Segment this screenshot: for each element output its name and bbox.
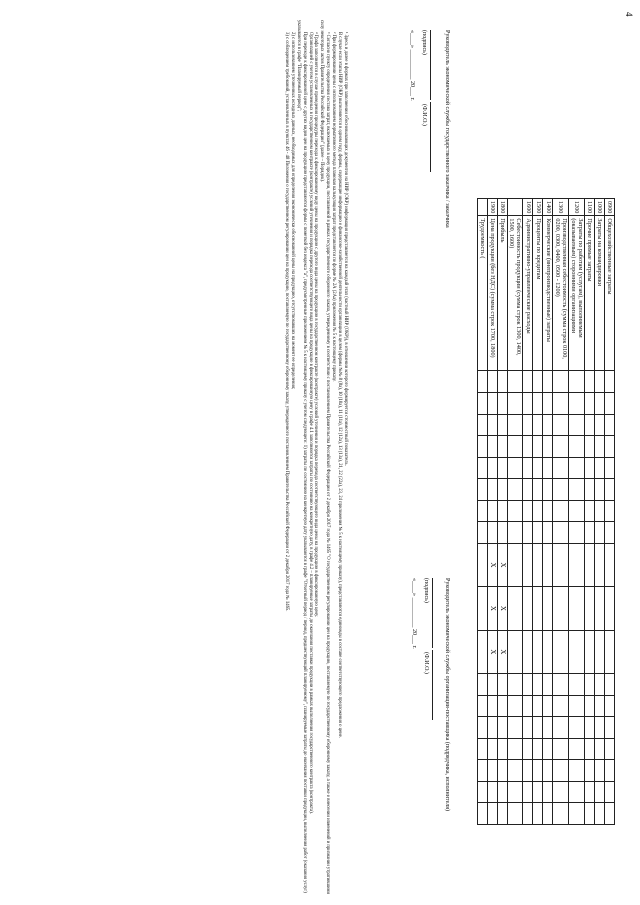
table-cell	[585, 803, 595, 825]
table-cell	[487, 479, 497, 501]
table-cell	[553, 674, 569, 696]
table-cell	[569, 436, 585, 458]
table-cell	[553, 392, 569, 414]
table-cell	[507, 760, 523, 782]
table-cell	[523, 738, 533, 760]
row-name: Цена продукции (без НДС) (сумма строк 1700, 1800)	[487, 216, 497, 371]
table-cell	[605, 587, 615, 630]
table-cell	[477, 392, 487, 414]
table-cell	[585, 543, 595, 586]
table-cell	[477, 738, 487, 760]
table-cell	[569, 781, 585, 803]
table-cell	[569, 738, 585, 760]
table-cell	[595, 392, 605, 414]
table-cell	[487, 717, 497, 739]
table-cell	[477, 479, 487, 501]
table-cell	[477, 371, 487, 393]
table-cell	[497, 371, 507, 393]
table-cell	[595, 479, 605, 501]
table-cell	[569, 760, 585, 782]
supplier-signature-block	[410, 578, 450, 848]
table-cell	[477, 436, 487, 458]
table-cell	[523, 760, 533, 782]
table-cell	[595, 630, 605, 673]
table-cell	[553, 543, 569, 586]
table-cell	[507, 587, 523, 630]
table-cell	[487, 392, 497, 414]
table-cell	[569, 479, 585, 501]
row-name: Затраты по работам (услугам), выполняемым (оказываемым) сторонними организациями	[569, 216, 585, 371]
table-cell	[595, 522, 605, 544]
table-cell	[533, 457, 543, 479]
table-cell: X	[487, 630, 497, 673]
table-cell	[523, 803, 533, 825]
table-cell	[523, 414, 533, 436]
table-cell	[543, 371, 553, 393]
table-cell	[585, 781, 595, 803]
table-cell: X	[497, 587, 507, 630]
table-cell	[569, 695, 585, 717]
table-cell	[585, 630, 595, 673]
table-cell	[507, 392, 523, 414]
table-cell	[523, 543, 533, 586]
table-cell	[487, 803, 497, 825]
table-cell	[477, 760, 487, 782]
table-cell	[605, 717, 615, 739]
table-cell	[477, 587, 487, 630]
table-cell	[497, 457, 507, 479]
table-cell	[497, 738, 507, 760]
table-cell	[533, 695, 543, 717]
table-cell: X	[497, 630, 507, 673]
footnote: 2) с использованием уточненных исходных данных, необходимых для определения экономически обоснованной цены на продукцию, отсутствовавших на момент ее определения;	[289, 32, 295, 390]
table-cell	[553, 522, 569, 544]
footnote: ³ Согласно пункту определения состава затрат, включаемых в цену продукции, поставляемой в рамках государственного оборонного заказа, утвержденному в соответствии с постановлением Правительства Российской Федерации от 2 декабря 2017 года № 1465 "О государственном регулировании цен на продукцию, поставляемую по государственному оборонному заказу, а также о внесении изменений и признании утратившими силу некоторых актов Правительства Российской Федерации" (далее – Порядок).	[319, 20, 331, 895]
footnote: При переходе к фиксированной цене с других видов цен на продукцию представляются формы с пометкой без индекса "а", предусмотренные приложением № 5 к настоящему приказу с учетом следующего: 1) затраты по состоянию на конкретную дату указываются в графе "Отчетный период / период, предшествующий планируемому", планируемые затраты до окончания поставки продукции, выполнения работ (оказания услуг) указываются в графе "Планируемый период";	[295, 20, 307, 893]
customer-date-line: «____» __________ 20___ г.	[409, 30, 416, 101]
table-row	[507, 199, 523, 825]
table-cell	[507, 371, 523, 393]
table-cell	[487, 781, 497, 803]
table-cell	[533, 738, 543, 760]
table-cell	[553, 414, 569, 436]
table-cell	[533, 803, 543, 825]
row-code: 1300	[553, 199, 569, 216]
table-cell	[533, 543, 543, 586]
table-cell	[533, 630, 543, 673]
table-cell	[585, 457, 595, 479]
supplier-date-line: «____» __________ 20___ г.	[411, 578, 418, 649]
table-row	[605, 199, 615, 825]
table-cell	[487, 738, 497, 760]
table-cell	[533, 717, 543, 739]
table-cell	[487, 457, 497, 479]
table-row	[595, 199, 605, 825]
table-cell	[605, 803, 615, 825]
table-cell	[543, 760, 553, 782]
table-cell	[507, 522, 523, 544]
row-name: Коммерческие (внепроизводственные) затраты	[543, 216, 553, 371]
table-cell	[523, 479, 533, 501]
table-cell	[543, 717, 553, 739]
table-cell	[585, 392, 595, 414]
footnotes	[283, 20, 348, 898]
table-cell	[585, 500, 595, 522]
table-cell	[507, 479, 523, 501]
table-cell	[605, 781, 615, 803]
table-cell	[595, 695, 605, 717]
table-cell	[523, 371, 533, 393]
table-cell: X	[487, 543, 497, 586]
table-cell	[507, 674, 523, 696]
table-row	[497, 199, 507, 825]
table-cell	[553, 436, 569, 458]
table-cell	[533, 781, 543, 803]
table-cell	[487, 674, 497, 696]
table-cell	[605, 630, 615, 673]
table-cell	[507, 717, 523, 739]
table-cell	[523, 630, 533, 673]
table-cell	[543, 630, 553, 673]
table-cell	[523, 436, 533, 458]
table-cell	[605, 457, 615, 479]
table-cell	[523, 674, 533, 696]
table-cell	[595, 587, 605, 630]
table-cell	[605, 479, 615, 501]
row-name: Производственная себестоимость (сумма строк 0100, 0200, 0300, 0400, 0500 - 1200)	[553, 216, 569, 371]
table-cell	[595, 781, 605, 803]
table-cell	[497, 760, 507, 782]
table-cell	[497, 803, 507, 825]
table-cell	[585, 414, 595, 436]
table-cell	[487, 760, 497, 782]
table-cell	[497, 392, 507, 414]
row-name: Затраты на командировки	[595, 216, 605, 371]
table-cell	[497, 781, 507, 803]
table-cell	[477, 803, 487, 825]
table-cell	[569, 371, 585, 393]
table-cell	[477, 522, 487, 544]
table-cell	[497, 717, 507, 739]
table-cell	[553, 371, 569, 393]
row-name: Прочие прямые затраты	[585, 216, 595, 371]
table-cell	[595, 760, 605, 782]
table-cell: X	[487, 587, 497, 630]
table-cell	[595, 457, 605, 479]
table-cell	[569, 457, 585, 479]
row-code: 1600	[523, 199, 533, 216]
table-cell	[477, 674, 487, 696]
footnote: Организацией с учетом установленных в государственном контракте (контракте) условий уточнения и порядка перехода соответствующего вида цены на продукцию в фиксированную цену в графе 4.1 заполняются затраты по состоянию на конкретную дату, в графе 4.2 – планируемые затраты до окончания поставки продукции в рамках выполнения государственного контракта (контракта).	[307, 32, 313, 814]
table-cell	[507, 738, 523, 760]
table-cell	[553, 695, 569, 717]
table-cell	[605, 738, 615, 760]
row-name: Общехозяйственные затраты	[605, 216, 615, 371]
table-cell	[553, 630, 569, 673]
footnote: ¹ Здесь и далее в формах при заполнении обосновывающих документов на НИР (ОКР) информация представляется на каждый этап (частный НИР (ОКР)), в отношении которого формируется стоимостный показатель.	[343, 32, 348, 466]
table-cell	[553, 738, 569, 760]
table-cell	[533, 587, 543, 630]
supplier-name-label: (Ф.И.О.)	[423, 652, 429, 674]
table-cell	[477, 414, 487, 436]
table-row	[569, 199, 585, 825]
table-cell	[523, 392, 533, 414]
table-cell	[533, 371, 543, 393]
table-cell	[605, 414, 615, 436]
table-row	[523, 199, 533, 825]
table-cell	[569, 587, 585, 630]
table-cell	[569, 717, 585, 739]
table-cell	[543, 738, 553, 760]
table-cell	[533, 436, 543, 458]
row-code: 0900	[605, 199, 615, 216]
table-cell	[523, 457, 533, 479]
table-cell: X	[497, 543, 507, 586]
table-cell	[533, 674, 543, 696]
table-cell	[477, 543, 487, 586]
table-cell	[523, 587, 533, 630]
table-row	[477, 199, 487, 825]
table-cell	[477, 781, 487, 803]
table-cell	[487, 500, 497, 522]
row-code: 1900	[487, 199, 497, 216]
table-cell	[497, 522, 507, 544]
table-cell	[523, 781, 533, 803]
table-cell	[543, 803, 553, 825]
row-code	[507, 199, 523, 216]
table-cell	[523, 717, 533, 739]
table-cell	[543, 587, 553, 630]
table-cell	[543, 392, 553, 414]
table-cell	[533, 479, 543, 501]
table-cell	[605, 674, 615, 696]
table-cell	[543, 522, 553, 544]
table-cell	[553, 479, 569, 501]
table-cell	[543, 543, 553, 586]
customer-signature-title: Руководитель экономической службы государственного заказчика / заказчика	[444, 30, 450, 228]
table-cell	[543, 479, 553, 501]
row-code: 1400	[543, 199, 553, 216]
table-cell	[497, 479, 507, 501]
table-cell	[585, 587, 595, 630]
table-cell	[585, 674, 595, 696]
table-cell	[543, 500, 553, 522]
table-cell	[477, 457, 487, 479]
row-code: 1500	[533, 199, 543, 216]
table-cell	[605, 522, 615, 544]
table-cell	[553, 760, 569, 782]
table-cell	[523, 500, 533, 522]
table-cell	[477, 630, 487, 673]
table-cell	[595, 674, 605, 696]
table-cell	[553, 500, 569, 522]
table-cell	[595, 717, 605, 739]
table-cell	[595, 803, 605, 825]
table-cell	[605, 695, 615, 717]
table-cell	[487, 414, 497, 436]
table-cell	[507, 436, 523, 458]
customer-name-label: (Ф.И.О.)	[421, 104, 427, 126]
table-cell	[595, 738, 605, 760]
table-cell	[569, 392, 585, 414]
table-cell	[523, 522, 533, 544]
table-cell	[533, 522, 543, 544]
table-cell	[477, 500, 487, 522]
table-row	[487, 199, 497, 825]
row-name: Себестоимость продукции (сумма строк 1300, 1400, 1500, 1600)	[507, 216, 523, 371]
table-cell	[543, 414, 553, 436]
table-cell	[595, 543, 605, 586]
table-cell	[595, 436, 605, 458]
row-code: 1000	[595, 199, 605, 216]
footnote: ² При формировании цены с использованием нормативного метода плановая калькуляция затрат представляется по форме № 2А (2Аа) приложения № 5 к настоящему приказу.	[331, 32, 337, 382]
table-cell	[507, 630, 523, 673]
table-cell	[585, 522, 595, 544]
table-cell	[497, 436, 507, 458]
table-cell	[543, 781, 553, 803]
table-cell	[507, 695, 523, 717]
table-cell	[533, 500, 543, 522]
table-cell	[569, 630, 585, 673]
table-cell	[605, 392, 615, 414]
table-cell	[585, 479, 595, 501]
table-cell	[497, 674, 507, 696]
table-cell	[507, 543, 523, 586]
table-cell	[569, 674, 585, 696]
table-cell	[497, 414, 507, 436]
table-cell	[553, 457, 569, 479]
table-cell	[605, 500, 615, 522]
table-cell	[585, 695, 595, 717]
table-cell	[507, 803, 523, 825]
customer-sign-label: (подпись)	[421, 30, 427, 55]
cost-table	[477, 198, 615, 825]
row-code: 1800	[497, 199, 507, 216]
table-cell	[507, 781, 523, 803]
table-cell	[553, 803, 569, 825]
supplier-signature-title: Руководитель экономической службы организации-поставщика (подрядчика, исполнителя)	[444, 578, 450, 811]
row-code	[477, 199, 487, 216]
row-name: Трудоемкость (	[477, 216, 487, 371]
table-cell	[595, 414, 605, 436]
table-cell	[487, 522, 497, 544]
table-cell	[507, 500, 523, 522]
table-cell	[585, 436, 595, 458]
table-cell	[595, 371, 605, 393]
footnote: 3) с соблюдением требований, установленных в пунктах 46 - 48 Положения о государственном регулировании цен на продукцию, поставляемую по государственному оборонному заказу, утвержденного постановлением Правительства Российской Федерации от 2 декабря 2017 года № 1465.	[283, 32, 289, 612]
row-code: 1200	[569, 199, 585, 216]
table-cell	[543, 674, 553, 696]
table-cell	[477, 717, 487, 739]
table-cell	[585, 760, 595, 782]
row-name: Прибыль	[497, 216, 507, 371]
table-row	[585, 199, 595, 825]
table-cell	[585, 371, 595, 393]
table-cell	[569, 414, 585, 436]
row-code: 1100	[585, 199, 595, 216]
table-cell	[487, 436, 497, 458]
table-cell	[569, 500, 585, 522]
table-cell	[569, 522, 585, 544]
table-cell	[553, 717, 569, 739]
table-cell	[487, 371, 497, 393]
table-cell	[543, 695, 553, 717]
table-cell	[533, 392, 543, 414]
row-name: Проценты по кредитам	[533, 216, 543, 371]
table-cell	[533, 760, 543, 782]
supplier-sign-label: (подпись)	[423, 578, 429, 603]
table-cell	[477, 695, 487, 717]
table-cell	[585, 738, 595, 760]
table-cell	[507, 457, 523, 479]
table-cell	[585, 717, 595, 739]
table-cell	[497, 695, 507, 717]
table-cell	[605, 371, 615, 393]
table-cell	[605, 760, 615, 782]
table-row	[533, 199, 543, 825]
table-row	[553, 199, 569, 825]
table-cell	[543, 436, 553, 458]
table-cell	[507, 414, 523, 436]
table-cell	[543, 457, 553, 479]
customer-signature-block	[408, 30, 450, 240]
page-number: 4	[624, 12, 634, 17]
table-cell	[533, 414, 543, 436]
table-cell	[595, 500, 605, 522]
footnote: В случае если этапы НИР (ОКР) выполняются в одном году, формы, содержащие информацию о финансово-хозяйственной деятельности организации в целом (формы №№ 8 (8а), 10 (10а), 11 (11а), 12 (12а), 13 (13а), 21, 22 (22а), 23, 24 приложения № 5 к настоящему приказу), представляются единожды в составе соответствующего предложения о цене.	[337, 32, 343, 738]
table-cell	[523, 695, 533, 717]
table-row	[543, 199, 553, 825]
row-name: Административно-управленческие расходы	[523, 216, 533, 371]
table-cell	[553, 587, 569, 630]
table-cell	[553, 781, 569, 803]
table-cell	[605, 543, 615, 586]
table-cell	[605, 436, 615, 458]
table-cell	[569, 543, 585, 586]
footnote: ⁴ Графа заполняется в случае проведения процедуры перехода к фиксированному виду цены на продукцию с другого вида цены на продукцию в государственном контракте (контракте) условий уточнения и порядка перехода соответствующего вида цены на продукцию в фиксированную цену.	[313, 32, 319, 618]
table-cell	[487, 695, 497, 717]
table-cell	[569, 803, 585, 825]
table-cell	[497, 500, 507, 522]
